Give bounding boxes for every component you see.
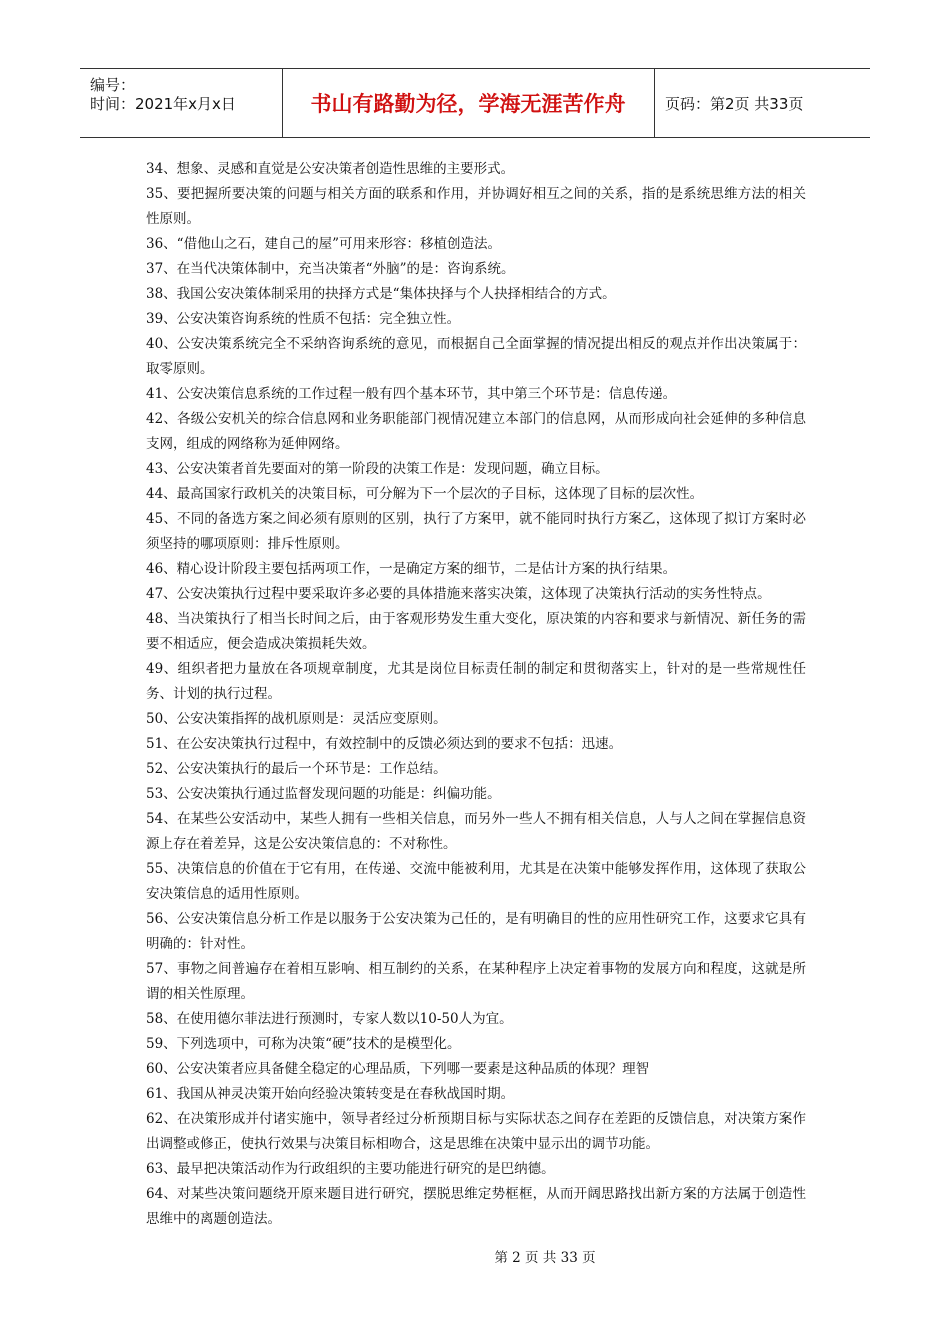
number-label: 编号： — [90, 76, 136, 94]
list-item: 34、想象、灵感和直觉是公安决策者创造性思维的主要形式。 — [146, 161, 515, 177]
header-page-info: 页码：第2页 共33页 — [665, 94, 804, 113]
header-motto: 书山有路勤为径，学海无涯苦作舟 — [282, 69, 655, 137]
list-item: 62、在决策形成并付诸实施中，领导者经过分析预期目标与实际状态之间存在差距的反馈信息，对决策方案作出调整或修正，使执行效果与决策目标相吻合，这是思维在决策中显示出的调节功能。 — [146, 1111, 806, 1152]
list-item: 35、要把握所要决策的问题与相关方面的联系和作用，并协调好相互之间的关系，指的是系统思维方法的相关性原则。 — [146, 186, 806, 227]
list-item: 47、公安决策执行过程中要采取许多必要的具体措施来落实决策，这体现了决策执行活动的实务性特点。 — [146, 586, 771, 602]
list-item: 38、我国公安决策体制采用的抉择方式是“集体抉择与个人抉择相结合的方式。 — [146, 286, 616, 302]
page-footer — [0, 1246, 950, 1266]
list-item: 56、公安决策信息分析工作是以服务于公安决策为己任的，是有明确目的性的应用性研究工作，这要求它具有明确的：针对性。 — [146, 911, 806, 952]
list-item: 54、在某些公安活动中，某些人拥有一些相关信息，而另外一些人不拥有相关信息，人与人之间在掌握信息资源上存在着差异，这是公安决策信息的：不对称性。 — [146, 811, 806, 852]
list-item: 52、公安决策执行的最后一个环节是：工作总结。 — [146, 761, 447, 777]
list-item: 60、公安决策者应具备健全稳定的心理品质，下列哪一要素是这种品质的体现？理智 — [146, 1061, 650, 1077]
list-item: 36、“借他山之石，建自己的屋”可用来形容：移植创造法。 — [146, 236, 501, 252]
list-item: 40、公安决策系统完全不采纳咨询系统的意见，而根据自己全面掌握的情况提出相反的观点并作出决策属于：取零原则。 — [146, 336, 806, 377]
list-item: 46、精心设计阶段主要包括两项工作，一是确定方案的细节，二是估计方案的执行结果。 — [146, 561, 677, 577]
header-meta — [80, 69, 283, 137]
list-item: 37、在当代决策体制中，充当决策者“外脑”的是：咨询系统。 — [146, 261, 515, 277]
list-item: 63、最早把决策活动作为行政组织的主要功能进行研究的是巴纳德。 — [146, 1161, 555, 1177]
list-item: 49、组织者把力量放在各项规章制度，尤其是岗位目标责任制的制定和贯彻落实上，针对的是一些常规性任务、计划的执行过程。 — [146, 661, 806, 702]
list-item: 44、最高国家行政机关的决策目标，可分解为下一个层次的子目标，这体现了目标的层次性。 — [146, 486, 704, 502]
question-list — [146, 157, 806, 1232]
list-item: 64、对某些决策问题绕开原来题目进行研究，摆脱思维定势框框，从而开阔思路找出新方案的方法属于创造性思维中的离题创造法。 — [146, 1186, 806, 1227]
list-item: 51、在公安决策执行过程中，有效控制中的反馈必须达到的要求不包括：迅速。 — [146, 736, 623, 752]
list-item: 45、不同的备选方案之间必须有原则的区别，执行了方案甲，就不能同时执行方案乙，这体现了拟订方案时必须坚持的哪项原则：排斥性原则。 — [146, 511, 806, 552]
list-item: 48、当决策执行了相当长时间之后，由于客观形势发生重大变化，原决策的内容和要求与新情况、新任务的需要不相适应，便会造成决策损耗失效。 — [146, 611, 806, 652]
date-label: 时间：2021年x月x日 — [90, 95, 236, 113]
list-item: 57、事物之间普遍存在着相互影响、相互制约的关系，在某种程序上决定着事物的发展方向和程度，这就是所谓的相关性原理。 — [146, 961, 806, 1002]
list-item: 42、各级公安机关的综合信息网和业务职能部门视情况建立本部门的信息网，从而形成向社会延伸的多种信息支网，组成的网络称为延伸网络。 — [146, 411, 806, 452]
list-item: 39、公安决策咨询系统的性质不包括：完全独立性。 — [146, 311, 461, 327]
list-item: 61、我国从神灵决策开始向经验决策转变是在春秋战国时期。 — [146, 1086, 515, 1102]
page-header — [80, 68, 870, 138]
list-item: 41、公安决策信息系统的工作过程一般有四个基本环节，其中第三个环节是：信息传递。 — [146, 386, 677, 402]
list-item: 53、公安决策执行通过监督发现问题的功能是：纠偏功能。 — [146, 786, 501, 802]
list-item: 59、下列选项中，可称为决策“硬”技术的是模型化。 — [146, 1036, 461, 1052]
list-item: 50、公安决策指挥的战机原则是：灵活应变原则。 — [146, 711, 447, 727]
footer-page-number: 第 2 页 共 33 页 — [494, 1250, 596, 1266]
list-item: 43、公安决策者首先要面对的第一阶段的决策工作是：发现问题，确立目标。 — [146, 461, 609, 477]
list-item: 55、决策信息的价值在于它有用，在传递、交流中能被利用，尤其是在决策中能够发挥作用，这体现了获取公安决策信息的适用性原则。 — [146, 861, 806, 902]
list-item: 58、在使用德尔菲法进行预测时，专家人数以10-50人为宜。 — [146, 1011, 513, 1027]
